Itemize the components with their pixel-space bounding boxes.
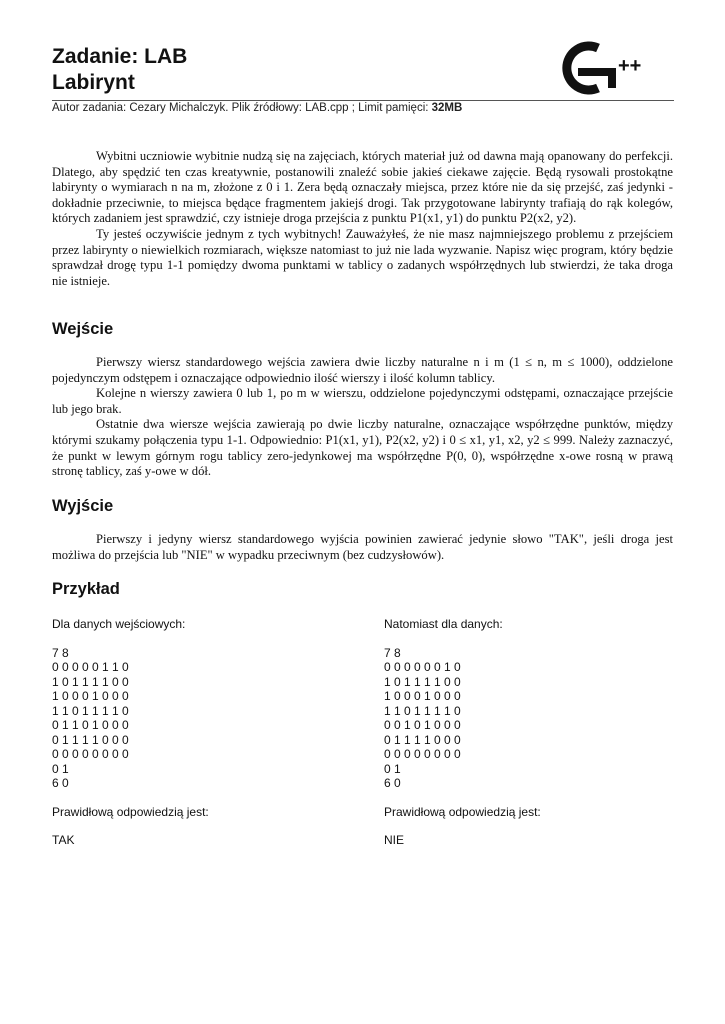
- spacer: [384, 791, 541, 805]
- header-divider: [52, 100, 674, 101]
- example-1-line: 0 1 1 0 1 0 0 0: [52, 718, 129, 732]
- example-1-line: 0 1: [52, 761, 69, 776]
- example-1-line: 7 8: [52, 645, 69, 660]
- example-2-answer-caption: Prawidłową odpowiedzią jest:: [384, 804, 541, 819]
- example-2-line: 6 0: [384, 776, 401, 790]
- spacer: [52, 791, 209, 805]
- cpp-logo-icon: [552, 38, 662, 96]
- spacer: [52, 632, 209, 646]
- example-2-line: 1 0 1 1 1 1 0 0: [384, 674, 461, 689]
- example-1-answer: TAK: [52, 833, 75, 847]
- example-2-line: 1 0 0 0 1 0 0 0: [384, 689, 461, 703]
- task-subtitle: Labirynt: [52, 71, 135, 94]
- intro-paragraph-1: Wybitni uczniowie wybitnie nudzą się na zajęciach, których materiał już od dawna mają opanowany do perfekcji. Dlatego, aby spędzić ten czas kreatywnie, postanowili znaleźć sobie jakieś ciekawe zajęcie. Będą rysowali prostokątne labirynty o wymiarach n na m, złożone z 0 i 1. Zera będą oznaczały miejsca, przez które nie da się przejść, zaś jedynki - dokładnie przeciwnie, to miejsca będące fragmentem jakiejś drogi. Tak przygotowane labirynty trafiają do rąk kolegów, których zadaniem jest sprawdzić, czy istnieje droga przejścia z punktu P1(x1, y1) do punktu P2(x2, y2).: [52, 149, 673, 226]
- input-paragraph-3: Ostatnie dwa wiersze wejścia zawierają po dwie liczby naturalne, oznaczające współrzędne punktów, między którymi szukamy połączenia typu 1-1. Odpowiednio: P1(x1, y1), P2(x2, y2) i 0 ≤ x1, y1, x2, y2 ≤ 999. Należy zaznaczyć, że punkt w lewym górnym rogu tablicy zero-jedynkowej ma współrzędne P(0, 0), współrzędne x-owe rosną w prawą stronę tablicy, zaś y-owe w dół.: [52, 417, 673, 479]
- example-heading: Przykład: [52, 580, 120, 598]
- spacer: [384, 819, 541, 833]
- author-line: [52, 102, 462, 114]
- author-text: Autor zadania: Cezary Michalczyk. Plik źródłowy: LAB.cpp ; Limit pamięci:: [52, 102, 432, 114]
- spacer: [52, 819, 209, 833]
- example-2-line: 7 8: [384, 645, 401, 660]
- example-1: [52, 617, 209, 848]
- example-2-line: 1 1 0 1 1 1 1 0: [384, 703, 461, 718]
- example-2: [384, 617, 541, 848]
- example-2-line: 0 0 1 0 1 0 0 0: [384, 718, 461, 732]
- intro-text: [52, 149, 673, 289]
- example-1-line: 0 0 0 0 0 0 0 0: [52, 747, 129, 761]
- cpp-logo: [552, 38, 662, 96]
- example-2-caption: Natomiast dla danych:: [384, 617, 503, 631]
- example-2-line: 0 1: [384, 761, 401, 776]
- input-paragraph-1: Pierwszy wiersz standardowego wejścia zawiera dwie liczby naturalne n i m (1 ≤ n, m ≤ 1000), oddzielone pojedynczym odstępem i oznaczające odpowiednio ilość wierszy i ilość kolumn tablicy.: [52, 355, 673, 385]
- intro-paragraph-2: Ty jesteś oczywiście jednym z tych wybitnych! Zauważyłeś, że nie masz najmniejszego problemu z przejściem przez labirynty o niewielkich rozmiarach, większe natomiast to już nie lada wyzwanie. Napisz więc program, który będzie sprawdzał drogę typu 1-1 pomiędzy dwoma punktami w tablicy o zadanych współrzędnych lub stwierdzi, że taka droga nie istnieje.: [52, 226, 673, 288]
- task-title: Zadanie: LAB: [52, 45, 188, 68]
- example-1-line: 1 0 1 1 1 1 0 0: [52, 674, 129, 689]
- input-text: [52, 355, 673, 480]
- input-heading: Wejście: [52, 320, 114, 338]
- output-paragraph-1: Pierwszy i jedyny wiersz standardowego wyjścia powinien zawierać jedynie słowo "TAK", jeśli droga jest możliwa do przejścia lub "NIE" w wypadku przeciwnym (bez cudzysłowów).: [52, 532, 673, 562]
- example-2-line: 0 0 0 0 0 0 0 0: [384, 747, 461, 761]
- spacer: [384, 632, 541, 646]
- example-2-line: 0 0 0 0 0 0 1 0: [384, 660, 461, 674]
- example-2-answer: NIE: [384, 833, 405, 847]
- example-1-answer-caption: Prawidłową odpowiedzią jest:: [52, 804, 209, 819]
- example-1-line: 6 0: [52, 776, 69, 790]
- svg-text:++: ++: [618, 55, 642, 77]
- output-heading: Wyjście: [52, 497, 114, 515]
- input-paragraph-2: Kolejne n wierszy zawiera 0 lub 1, po m w wierszu, oddzielone pojedynczymi odstępami, oznaczające przejście lub jego brak.: [52, 386, 673, 416]
- example-1-line: 0 1 1 1 1 0 0 0: [52, 732, 129, 747]
- example-1-line: 1 1 0 1 1 1 1 0: [52, 703, 129, 718]
- memory-limit: 32MB: [431, 102, 463, 114]
- example-1-line: 0 0 0 0 0 1 1 0: [52, 660, 129, 674]
- example-2-line: 0 1 1 1 1 0 0 0: [384, 732, 461, 747]
- example-1-line: 1 0 0 0 1 0 0 0: [52, 689, 129, 703]
- output-text: [52, 532, 673, 563]
- example-1-caption: Dla danych wejściowych:: [52, 617, 186, 631]
